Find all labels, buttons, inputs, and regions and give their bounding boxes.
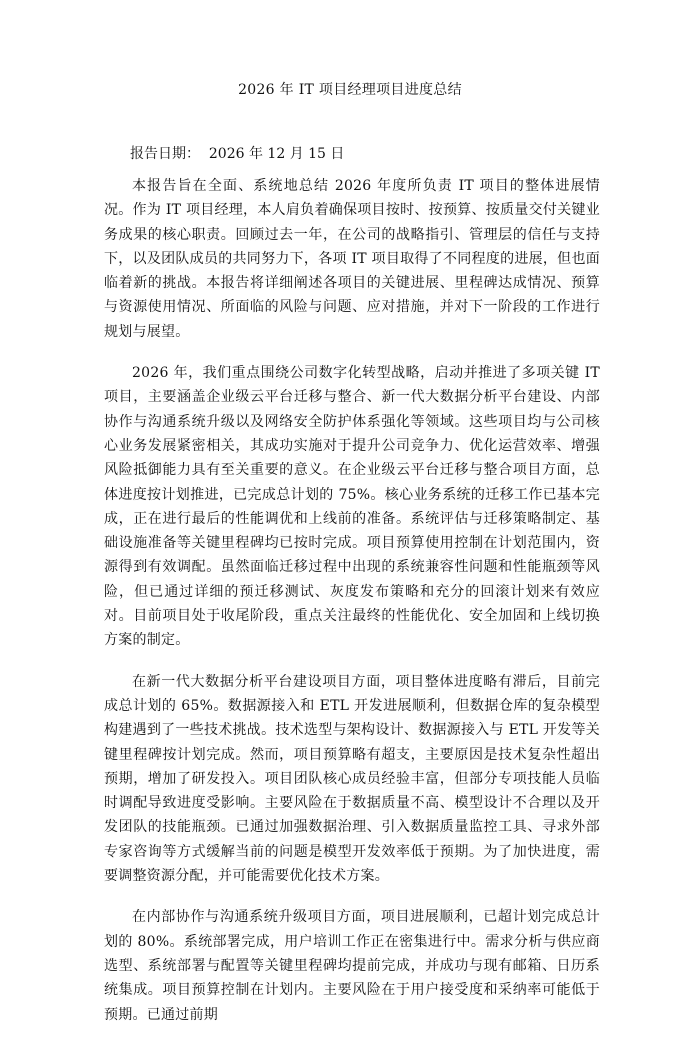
paragraph-cloud-migration: 2026 年，我们重点围绕公司数字化转型战略，启动并推进了多项关键 IT 项目，主要涵盖企业级云平台迁移与整合、新一代大数据分析平台建设、内部协作与沟通系统升级以及网络安全防护体系强化等领域。这些项目均与公司核心业务发展紧密相关，其成功实施对于提升公司竞争力、优化运营效率、增强风险抵御能力具有至关重要的意义。在企业级云平台迁移与整合项目方面，总体进度按计划推进，已完成总计划的 75%。核心业务系统的迁移工作已基本完成，正在进行最后的性能调优和上线前的准备。系统评估与迁移策略制定、基础设施准备等关键里程碑均已按时完成。项目预算使用控制在计划范围内，资源得到有效调配。虽然面临迁移过程中出现的系统兼容性问题和性能瓶颈等风险，但已通过详细的预迁移测试、灰度发布策略和充分的回滚计划来有效应对。目前项目处于收尾阶段，重点关注最终的性能优化、安全加固和上线切换方案的制定。 xyxy=(104,365,600,649)
document-title: 2026 年 IT 项目经理项目进度总结 xyxy=(238,82,462,98)
report-date: 报告日期： 2026 年 12 月 15 日 xyxy=(130,146,345,162)
paragraph-big-data-platform: 在新一代大数据分析平台建设项目方面，项目整体进度略有滞后，目前完成总计划的 65%。数据源接入和 ETL 开发进展顺利，但数据仓库的复杂模型构建遇到了一些技术挑战。技术选型与架构设计、数据源接入与 ETL 开发等关键里程碑按计划完成。然而，项目预算略有超支，主要原因是技术复杂性超出预期，增加了研发投入。项目团队核心成员经验丰富，但部分专项技能人员临时调配导致进度受影响。主要风险在于数据质量不高、模型设计不合理以及开发团队的技能瓶颈。已通过加强数据治理、引入数据质量监控工具、寻求外部专家咨询等方式缓解当前的问题是模型开发效率低于预期。为了加快进度，需要调整资源分配，并可能需要优化技术方案。 xyxy=(104,673,600,885)
paragraph-collaboration-system: 在内部协作与沟通系统升级项目方面，项目进展顺利，已超计划完成总计划的 80%。系统部署完成，用户培训工作正在密集进行中。需求分析与供应商选型、系统部署与配置等关键里程碑均提前完成，并成功与现有邮箱、日历系统集成。项目预算控制在计划内。主要风险在于用户接受度和采纳率可能低于预期。已通过前期 xyxy=(104,909,600,1023)
paragraph-intro: 本报告旨在全面、系统地总结 2026 年度所负责 IT 项目的整体进展情况。作为 IT 项目经理，本人肩负着确保项目按时、按预算、按质量交付关键业务成果的核心职责。回顾过去一年，在公司的战略指引、管理层的信任与支持下，以及团队成员的共同努力下，各项 IT 项目取得了不同程度的进展，但也面临着新的挑战。本报告将详细阐述各项目的关键进展、里程碑达成情况、预算与资源使用情况、所面临的风险与问题、应对措施，并对下一阶段的工作进行规划与展望。 xyxy=(104,178,600,340)
document-body xyxy=(104,174,600,1044)
